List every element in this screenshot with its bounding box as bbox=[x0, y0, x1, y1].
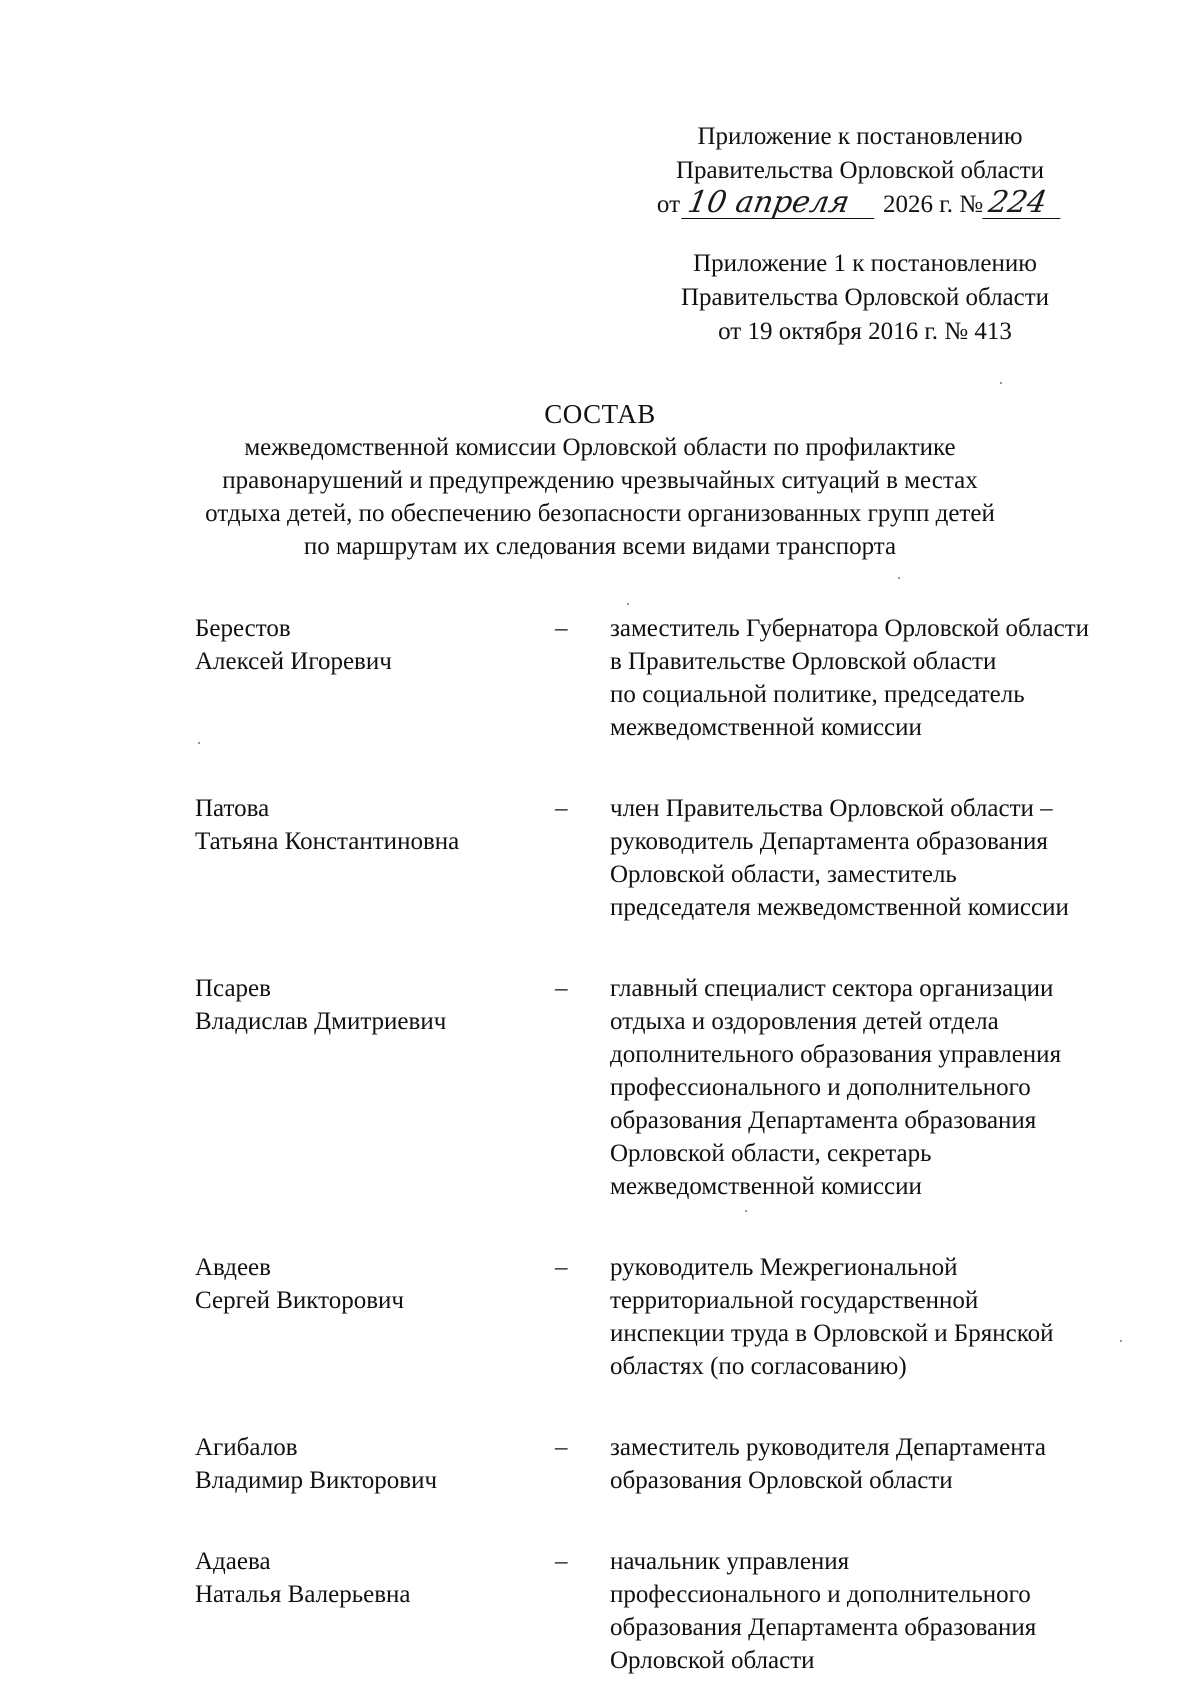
member-role: заместитель Губернатора Орловской области в Правительстве Орловской области по социальной политике, председатель межведомственной комиссии bbox=[610, 615, 1090, 741]
member-entry bbox=[195, 972, 1155, 1203]
scan-speck bbox=[198, 742, 200, 744]
scan-speck bbox=[745, 1210, 747, 1212]
previous-appendix-header bbox=[645, 247, 1085, 349]
member-dash: – bbox=[555, 1434, 568, 1461]
scan-speck bbox=[898, 577, 900, 579]
member-dash: – bbox=[555, 795, 568, 822]
member-entry bbox=[195, 1431, 1155, 1497]
member-entry bbox=[195, 1545, 1155, 1677]
prev-header-line-3: от 19 октября 2016 г. № 413 bbox=[718, 318, 1012, 345]
handwritten-number: 224 bbox=[982, 188, 1065, 219]
document-title bbox=[180, 398, 1020, 563]
header-date-line bbox=[640, 185, 1080, 222]
date-prefix: от bbox=[656, 191, 681, 218]
member-name: Авдеев Сергей Викторович bbox=[195, 1254, 404, 1314]
scan-speck bbox=[1120, 1340, 1122, 1342]
member-name: Псарев Владислав Дмитриевич bbox=[195, 975, 447, 1035]
scan-speck bbox=[1000, 382, 1002, 384]
member-dash: – bbox=[555, 1254, 568, 1281]
prev-header-line-2: Правительства Орловской области bbox=[680, 284, 1050, 311]
member-role: начальник управления профессионального и дополнительного образования Департамента образования Орловской области bbox=[610, 1548, 1037, 1674]
prev-header-line-1: Приложение 1 к постановлению bbox=[693, 250, 1037, 277]
title-sub-line-4: по маршрутам их следования всеми видами транспорта bbox=[303, 533, 897, 560]
title-sub-line-1: межведомственной комиссии Орловской области по профилактике bbox=[244, 434, 956, 461]
title-main: СОСТАВ bbox=[544, 399, 656, 429]
member-dash: – bbox=[555, 615, 568, 642]
member-entry bbox=[195, 1251, 1155, 1383]
scan-speck bbox=[627, 603, 629, 605]
current-appendix-header bbox=[640, 120, 1080, 222]
year-and-number-label: 2026 г. № bbox=[883, 191, 984, 218]
member-name: Берестов Алексей Игоревич bbox=[195, 615, 392, 675]
members-list bbox=[195, 612, 1155, 1677]
member-dash: – bbox=[555, 975, 568, 1002]
header-line-1: Приложение к постановлению bbox=[697, 123, 1023, 150]
member-dash: – bbox=[555, 1548, 568, 1575]
handwritten-date: 10 апреля bbox=[681, 188, 879, 219]
member-role: член Правительства Орловской области – руководитель Департамента образования Орловской области, заместитель председателя межведомственной комиссии bbox=[610, 795, 1069, 921]
member-name: Патова Татьяна Константиновна bbox=[195, 795, 460, 855]
member-role: заместитель руководителя Департамента образования Орловской области bbox=[610, 1434, 1046, 1494]
member-name: Адаева Наталья Валерьевна bbox=[195, 1548, 411, 1608]
member-name: Агибалов Владимир Викторович bbox=[195, 1434, 438, 1494]
member-role: главный специалист сектора организации отдыха и оздоровления детей отдела дополнительного образования управления профессионального и дополнительного образования Департамента образования Орловской области, секретарь межведомственной комиссии bbox=[610, 975, 1062, 1200]
header-line-2: Правительства Орловской области bbox=[675, 157, 1045, 184]
member-entry bbox=[195, 792, 1155, 924]
title-sub-line-2: правонарушений и предупреждению чрезвычайных ситуаций в местах bbox=[222, 467, 978, 494]
title-sub-line-3: отдыха детей, по обеспечению безопасности организованных групп детей bbox=[205, 500, 995, 527]
member-entry bbox=[195, 612, 1155, 744]
member-role: руководитель Межрегиональной территориальной государственной инспекции труда в Орловской и Брянской областях (по согласованию) bbox=[610, 1254, 1054, 1380]
